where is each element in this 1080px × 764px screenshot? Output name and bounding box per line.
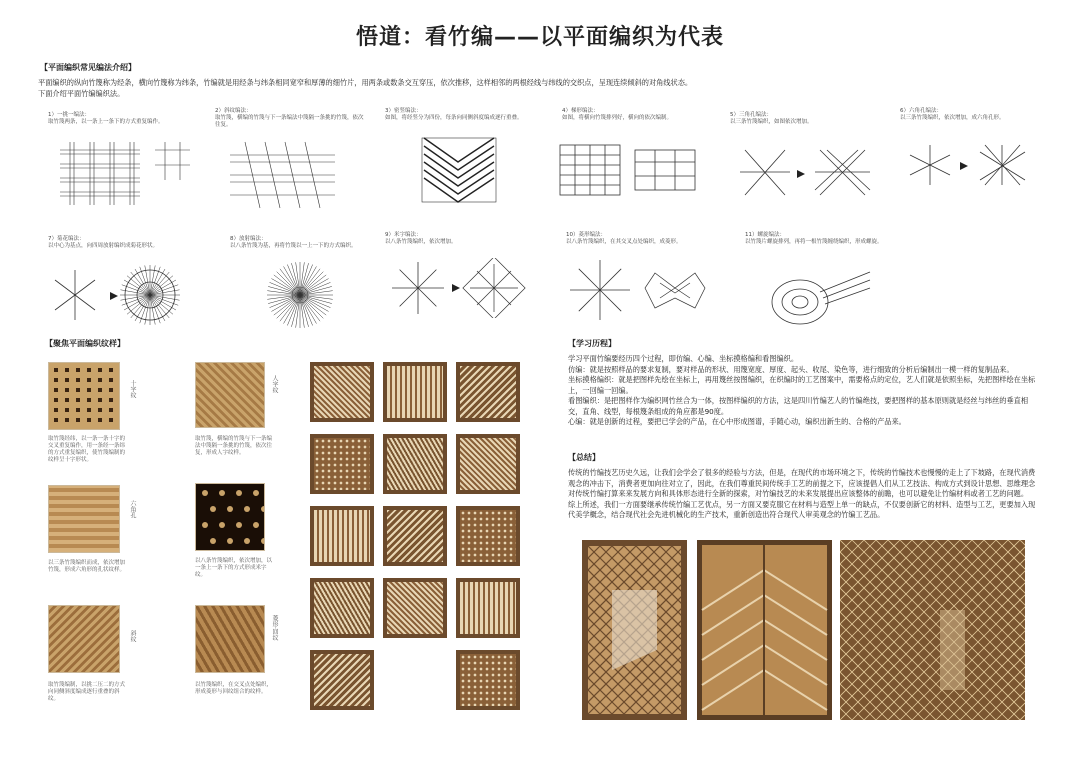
method-2-illustration <box>225 140 345 210</box>
learning-p4: 看图编织：是把图样作为编织网竹丝合为一体，按图样编织的方法，这是四川竹编艺人的竹编绝技，要把图样的基本原则就是经丝与纬丝的垂直相交，直角、线型，每根篾条组成的角应都是90度。 <box>568 396 1029 416</box>
framed-lattice-panel <box>310 434 374 494</box>
framed-lattice-panel <box>456 650 520 710</box>
panel-lattice-fill <box>314 438 370 490</box>
framed-lattice-panel <box>383 578 447 638</box>
summary-text <box>568 468 1038 521</box>
method-10-caption: 10）菱形编法： 以八条竹篾编织，在其交叉点处编织，成菱形。 <box>566 232 682 245</box>
framed-lattice-panel <box>310 650 374 710</box>
method-5-illustration <box>735 140 875 205</box>
framed-lattice-panel <box>383 434 447 494</box>
method-6-illustration <box>905 140 1035 190</box>
panel-lattice-fill <box>387 582 443 634</box>
method-7-illustration <box>50 260 180 330</box>
panel-lattice-fill <box>387 366 443 418</box>
panel-lattice-fill <box>460 582 516 634</box>
framed-lattice-panel <box>383 362 447 422</box>
panel-lattice-fill <box>460 654 516 706</box>
page-title: 悟道：看竹编——以平面编织为代表 <box>355 25 724 50</box>
panel-lattice-fill <box>460 366 516 418</box>
pattern-name-5: 斜纹 <box>129 630 136 642</box>
panel-lattice-fill <box>460 438 516 490</box>
learning-text <box>568 354 1038 428</box>
panel-lattice-fill <box>314 654 370 706</box>
pattern-swatch-twill <box>48 605 120 673</box>
framed-lattice-panel <box>310 578 374 638</box>
intro-line-2: 下面介绍平面竹编编织法。 <box>38 89 125 98</box>
method-8-illustration <box>265 260 335 330</box>
pattern-name-3: 六角孔 <box>129 500 136 518</box>
learning-p2: 仿编：就是按照样品的要求复制，要对样品的形状、用篾宽度、厚度、起头、收尾、染色等，进行细致的分析后编制出一模一样的复制品来。 <box>568 364 1014 374</box>
panel-lattice-fill <box>314 510 370 562</box>
method-1-illustration <box>55 140 195 210</box>
cross-dots-pattern <box>49 363 119 429</box>
method-3-caption: 3）密竖编法： 如图，将经竖分为四份，每条向同侧斜度编成逐行重叠。 <box>385 108 523 121</box>
method-10-illustration <box>565 258 715 328</box>
pattern-desc-3: 以三条竹篾编织而成，依次增加竹篾，形成六角形的孔状纹样。 <box>48 560 126 573</box>
method-7-caption: 7）菊花编法： 以中心为基点，向四周放射编织成菊花形状。 <box>48 236 159 249</box>
framed-lattice-panel <box>456 362 520 422</box>
learning-p3: 坐标摸格编织：就是把图样先绘在坐标上，再用篾丝按图编织，在织编时的工艺图案中，需要格点的定位，艺人们就是依照坐标，先把图样绘在坐标上，一回编一回编。 <box>568 375 1036 395</box>
method-5-caption: 5）三角孔编法： 以三条竹篾编织，如图依次增加。 <box>730 112 813 125</box>
method-2-caption: 2）斜纹编法： 取竹篾，横编的竹篾与下一条编法中篾隔一条挑的竹篾，依次往复。 <box>215 108 364 128</box>
summary-p1: 传统的竹编技艺历史久远，让我们会学会了很多的经验与方法，但是，在现代的市场环境之下，传统的竹编技术也慢慢的走上了下坡路，在现代消费观念的冲击下，消费者更加向往对立了，因此，在我们尊重民间传统手工艺的前提之下，应该提倡人们从工艺技法、构成方式到设计思想、思维理念对传统竹编打算来来发展方向和具体形态进行全新的探索，对竹编技艺的未来发展提出应该整体的前瞻，也可以避免让竹编材料或者工艺的问题。 <box>568 468 1036 498</box>
method-3-illustration <box>420 136 500 206</box>
section-heading-summary: 【总结】 <box>568 453 600 462</box>
learning-p5: 心编：就是创新的过程，要把已学会的产品，在心中形成图谱，手随心动，编织出新生的、合格的产品来。 <box>568 417 906 426</box>
pattern-desc-2: 取竹篾，横编的竹篾与下一条编法中篾隔一条挑的竹篾，依次往复，形成人字纹样。 <box>195 436 273 456</box>
summary-p2: 综上所述，我们一方面要继承传统竹编工艺优点，另一方面又要克服它在材料与造型上单一的缺点，不仅要创新它的材料、造型与工艺，更要加入现代美学概念，结合现代社会先进机械化的生产技术，重新创造出符合现代人审美观念的竹编工艺品。 <box>568 499 1036 519</box>
panel-lattice-fill <box>460 510 516 562</box>
pattern-desc-6: 以竹篾编织，在交叉点处编织，形成菱形与回纹组合的纹样。 <box>195 682 273 695</box>
panel-lattice-fill <box>387 510 443 562</box>
pattern-swatch-star <box>195 483 265 551</box>
method-9-illustration <box>390 258 530 318</box>
intro-line-1: 平面编织的纵向竹篾称为经条，横向竹篾称为纬条，竹编就是用经条与纬条相同宽窄和厚薄的细竹片，用两条或数条交互穿压，依次推移，这样相邻的两根经线与纬线的交织点，呈现连续倾斜的对角线状态。 <box>38 78 693 87</box>
method-9-caption: 9）米字编法： 以八条竹篾编织，依次增加。 <box>385 232 457 245</box>
learning-p1: 学习平面竹编要经历四个过程，即仿编、心编、坐标摸格编和看图编织。 <box>568 354 799 363</box>
method-4-caption: 4）梯形编法： 如图，将横向竹篾排列好，横向的依次编制。 <box>562 108 673 121</box>
lattice-door-photo-1 <box>582 540 687 720</box>
pattern-swatch-cross <box>48 362 120 430</box>
panel-lattice-fill <box>387 438 443 490</box>
section-heading-learning: 【学习历程】 <box>568 339 616 348</box>
method-8-caption: 8）放射编法： 以八条竹篾为基，再将竹篾以一上一下的方式编织。 <box>230 236 357 249</box>
framed-lattice-panel <box>310 506 374 566</box>
method-11-illustration <box>765 262 875 332</box>
pattern-desc-1: 取竹篾经纬，以一条一条十字的交叉重复编作，用一条经一条纬的方式重复编织，使竹篾编制的纹样呈十字形状。 <box>48 436 126 463</box>
panel-lattice-fill <box>314 366 370 418</box>
framed-lattice-panel <box>310 362 374 422</box>
pattern-name-1: 十字纹 <box>129 380 136 398</box>
framed-lattice-panel <box>456 434 520 494</box>
pattern-name-2: 人字纹 <box>271 375 278 393</box>
lattice-wall-photo-3 <box>840 540 1025 720</box>
framed-lattice-panel <box>383 506 447 566</box>
panel-lattice-fill <box>314 582 370 634</box>
lattice-door-photo-2 <box>697 540 832 720</box>
method-6-caption: 6）六角孔编法： 以三条竹篾编织，依次增加，成六角孔形。 <box>900 108 1005 121</box>
pattern-swatch-hexagon <box>48 485 120 553</box>
method-1-caption: 1）一挑一编法： 取竹篾两条，以一条上一条下的方式重复编作。 <box>48 112 164 125</box>
pattern-swatch-herringbone <box>195 362 265 428</box>
pattern-desc-4: 以八条竹篾编织，依次增加，以一条上一条下的方式形成米字纹。 <box>195 558 273 578</box>
hex-hole-pattern <box>196 484 264 550</box>
pattern-swatch-diamond <box>195 605 265 673</box>
method-4-illustration <box>555 140 705 200</box>
method-11-caption: 11）螺旋编法： 以竹篾片螺旋排列，再将一根竹篾缠绕编织，形成螺旋。 <box>745 232 883 245</box>
pattern-name-6: 菱形·回纹 <box>271 615 278 641</box>
framed-lattice-panel <box>456 506 520 566</box>
section-heading-weave-intro: 【平面编织常见编法介绍】 <box>40 63 136 72</box>
pattern-desc-5: 取竹篾编制，以挑二压二的方式向同侧斜度编成逐行重叠的斜纹。 <box>48 682 126 702</box>
framed-lattice-panel <box>456 578 520 638</box>
section-heading-weave-patterns: 【聚焦平面编织纹样】 <box>45 339 125 348</box>
